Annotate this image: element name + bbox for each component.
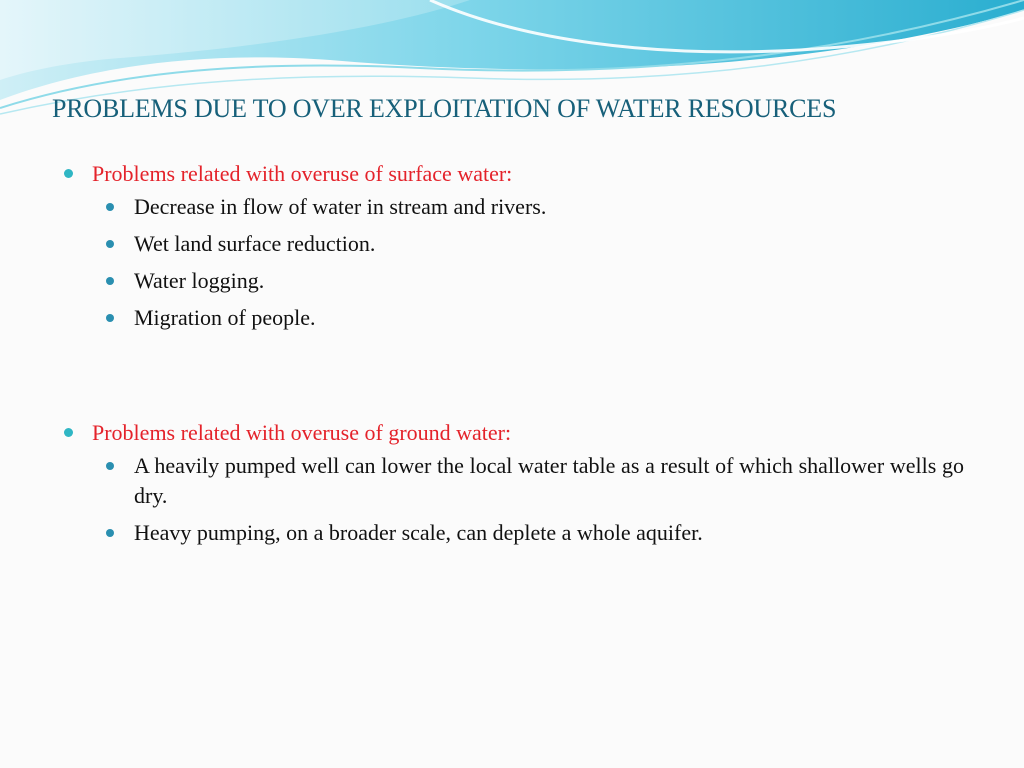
section-heading: [64, 158, 964, 190]
list-item: [64, 229, 964, 259]
list-item-text: Migration of people.: [134, 305, 316, 330]
slide-title: PROBLEMS DUE TO OVER EXPLOITATION OF WATER RESOURCES: [52, 94, 837, 123]
section-heading-text: Problems related with overuse of surface water:: [92, 161, 513, 186]
list-item: [64, 303, 964, 333]
bullet-icon: [106, 462, 114, 470]
section-ground-water: [64, 417, 964, 555]
bullet-icon: [64, 169, 73, 178]
list-item-text: A heavily pumped well can lower the local water table as a result of which shallower wells go dry.: [134, 453, 964, 508]
section-heading: [64, 417, 964, 449]
bullet-icon: [106, 240, 114, 248]
section-heading-text: Problems related with overuse of ground water:: [92, 420, 512, 445]
list-item: [64, 266, 964, 296]
list-item-text: Wet land surface reduction.: [134, 231, 376, 256]
list-item-text: Water logging.: [134, 268, 265, 293]
list-item-text: Decrease in flow of water in stream and rivers.: [134, 194, 547, 219]
bullet-icon: [64, 428, 73, 437]
bullet-list: [64, 192, 964, 333]
bullet-icon: [106, 277, 114, 285]
list-item: [64, 451, 964, 511]
bullet-icon: [106, 529, 114, 537]
list-item: [64, 518, 964, 548]
bullet-icon: [106, 203, 114, 211]
list-item: [64, 192, 964, 222]
list-item-text: Heavy pumping, on a broader scale, can deplete a whole aquifer.: [134, 520, 703, 545]
bullet-list: [64, 451, 964, 548]
section-surface-water: [64, 158, 964, 340]
bullet-icon: [106, 314, 114, 322]
